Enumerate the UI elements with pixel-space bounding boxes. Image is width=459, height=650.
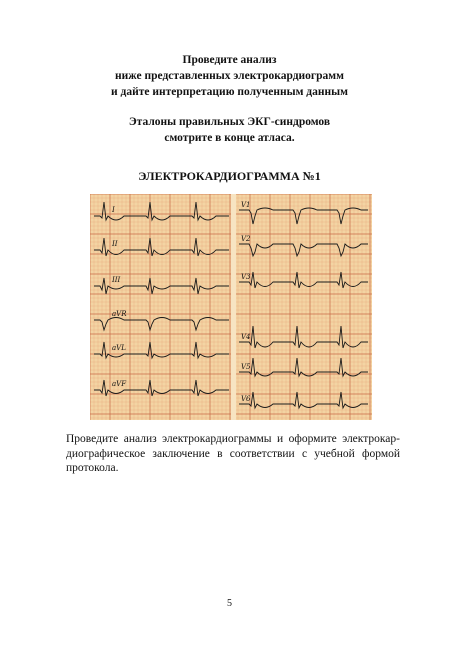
instruction-line-1: Проведите анализ — [182, 54, 277, 66]
reference-note-line-2: смотрите в конце атласа. — [164, 132, 295, 144]
reference-note-line-1: Эталоны правильных ЭКГ-синдромов — [128, 116, 331, 128]
ecg-strip — [90, 194, 372, 420]
ecg-lead-label: V5 — [241, 363, 251, 371]
instruction-heading — [0, 52, 459, 100]
instruction-line-2: ниже представленных электрокардиограмм — [115, 70, 344, 82]
ecg-lead-label: V6 — [241, 395, 251, 403]
section-title: ЭЛЕКТРОКАРДИОГРАММА №1 — [138, 169, 321, 183]
ecg-lead-label: V2 — [241, 235, 251, 243]
ecg-column-gap — [231, 194, 236, 420]
ecg-lead-label: III — [112, 276, 121, 284]
ecg-lead-label: V3 — [241, 273, 251, 281]
reference-note — [0, 114, 459, 146]
ecg-lead-label: II — [112, 240, 118, 248]
page-number: 5 — [227, 598, 232, 609]
ecg-lead-label: aVF — [112, 380, 127, 388]
instruction-line-3: и дайте интерпретацию полученным данным — [111, 86, 348, 98]
ecg-image — [90, 194, 372, 420]
ecg-lead-label: aVR — [112, 310, 127, 318]
ecg-lead-label: I — [112, 206, 115, 214]
ecg-lead-label: V4 — [241, 333, 251, 341]
ecg-lead-label: V1 — [241, 201, 251, 209]
task-paragraph: Проведите анализ электрокардиограммы и оформите электрокар-диографическое заключение в соответствии с учебной формой протокола. — [66, 433, 400, 474]
ecg-lead-label: aVL — [112, 344, 126, 352]
